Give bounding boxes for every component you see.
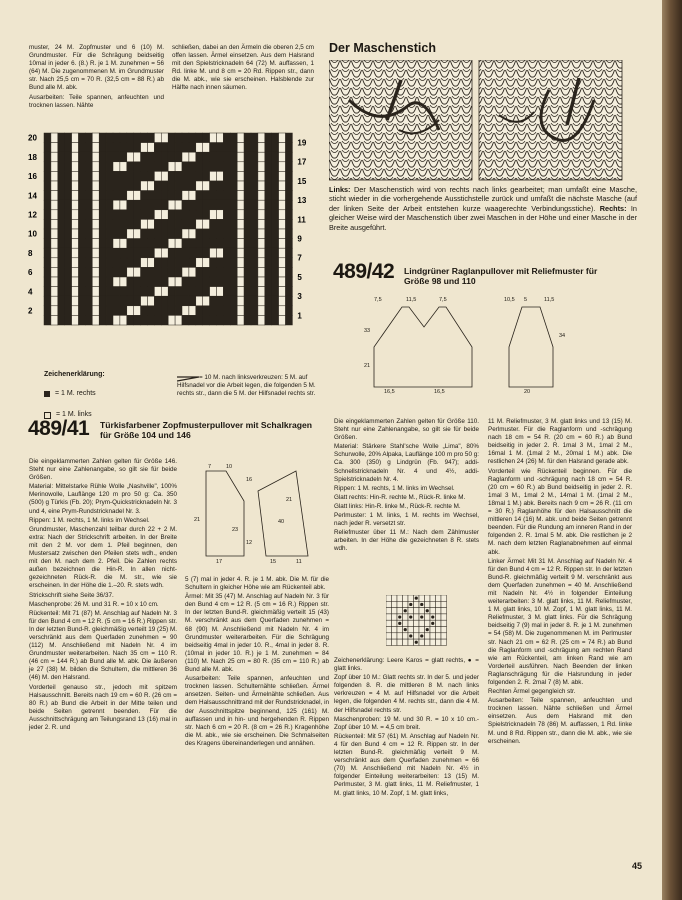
row-number-left: 6	[28, 268, 33, 278]
stitch-title: Der Maschenstich	[329, 41, 436, 55]
dim-label: 12	[246, 540, 253, 546]
paragraph: Die eingeklammerten Zahlen gelten für Größe 146. Steht nur eine Zahlenangabe, so gilt sie für beide Größen.	[29, 458, 177, 482]
row-number-left: 12	[28, 210, 37, 220]
stitch-illustration-svg	[329, 60, 637, 182]
paragraph: Strickschrift siehe Seite 36/37.	[29, 591, 114, 599]
dim-label: 16,5	[384, 389, 395, 394]
purl-dot	[409, 615, 412, 618]
paragraph: Vorderteil wie Rückenteil beginnen. Für die Raglanform und -schrägung nach 18 cm = 54 R. (20 cm = 60 R.) ab Bund beidseitig in jeder 2. R. 1mal 3 M., 1mal 2 M., 14mal 1 M. (1mal 2 M., 18mal 1 M.) abk. Bereits nach 9 cm = 26 R. (11 cm = 30 R.) Raglanhöhe für den Halsausschnitt die mittleren 14 (16) M. abk. und beide Seiten getrennt beenden. Für die Rundung am inneren Rand in der folgenden 2. R. 1mal 5 M. abk. Die restlichen je 2 M. nach dem letzten Raglanabnehmen auf einmal abk.	[488, 467, 632, 556]
dim-label: 11,5	[406, 297, 417, 303]
row-number-right: 13	[297, 196, 307, 206]
paragraph: Ausarbeiten: Teile spannen, anfeuchten und trocknen lassen. Nähte	[29, 93, 164, 109]
row-number-left: 20	[28, 133, 37, 143]
purl-dot	[409, 634, 412, 637]
dim-label: 20	[524, 389, 531, 394]
pattern-42-title: Lindgrüner Raglanpullover mit Reliefmuster für Größe 98 und 110	[404, 266, 598, 286]
purl-dot	[420, 615, 423, 618]
stitch-illustrations	[329, 60, 637, 182]
legend-label: = 1 M. rechts	[55, 390, 96, 398]
dim-label: 21	[364, 363, 371, 369]
pattern-number: 489/42	[333, 260, 395, 283]
paragraph: Zopf über 10 M.: Glatt rechts str. In der 5. und jeder folgenden 8. R. die mittleren 8 M. nach links verkreuzen = 4 M. auf Hilfsnadel vor die Arbeit legen, die folgenden 4 M. rechts str., dann die 4 M. der Hilfsnadel rechts str.	[334, 674, 479, 714]
page-number: 45	[631, 860, 642, 871]
paragraph: Rückenteil: Mit 57 (61) M. Anschlag auf Nadeln Nr. 4 für den Bund 4 cm = 12 R. Rippen str. In der letzten Bund-R. gleichmäßig verteilt 9 M. verschränkt aus dem Querfaden zunehmen = 66 (70) M. Anschließend mit Nadeln Nr. 4½ in folgender Einteilung weiterarbeiten: 13 (15) M. Perlmuster, 3 M. glatt links, 11 M. Reliefmuster, 1 M. glatt links, 10 M. Zopf, 1 M. glatt links,	[334, 732, 479, 797]
paragraph: 5 (7) mal in jeder 4. R. je 1 M. abk. Die M. für die Schultern in gleicher Höhe wie am Rückenteil abk.	[185, 576, 329, 592]
cable-legend-text: = 10 M. nach linksverkreuzen: 5 M. auf Hilfsnadel vor die Arbeit legen, die folgenden 5 M. rechts str., dann die 5 M. der Hilfsnadel rechts str.	[177, 374, 316, 397]
dim-label: 7	[208, 464, 212, 470]
caption-text: In gleicher Weise wird der Maschenstich über zwei Maschen in der Höhe und einer Masche in der Breite ausgeführt.	[329, 203, 637, 232]
row-number-right: 15	[297, 176, 307, 186]
purl-dot	[420, 603, 423, 606]
paragraph: muster, 24 M. Zopfmuster und 6 (10) M. Grundmuster. Für die Schrägung beidseitig 10mal in jeder 6. (8.) R. je 1 M. zunehmen = 56 (64) M. Die zugenommenen M. im Grundmuster str. Nach 25,5 cm = 70 R. (32,5 cm = 88 R.) ab Bund alle M. abk.	[29, 44, 164, 92]
relief-chart-svg	[386, 595, 448, 647]
purl-dot	[398, 615, 401, 618]
knitting-chart	[26, 127, 316, 337]
row-number-right: 17	[297, 157, 307, 167]
purl-dot	[409, 603, 412, 606]
col4-text	[488, 418, 632, 747]
dim-label: 10	[226, 464, 233, 470]
dim-label: 11	[296, 559, 302, 564]
pattern-41-schematic	[186, 461, 326, 564]
pattern-42-schematic	[344, 292, 594, 394]
cable-legend	[177, 374, 325, 398]
pattern-41-header	[28, 417, 90, 440]
paragraph: Material: Mittelstarke Rühle Wolle „Nashville", 100% Merinowolle, Lauflänge 120 m pro 50 g: Ca. 350 (500) g Türkis (Fb. 20); Prym-Quickstricknadeln Nr. 3 und 4, eine Prym-Rundstricknadel Nr. 3.	[29, 483, 177, 515]
pattern-42-header	[333, 260, 395, 283]
paragraph: Ausarbeiten: Teile spannen, anfeuchten und trocknen lassen. Nähte schließen und Ärmel einsetzen. Aus dem Halsrand mit den Spielstricknadeln 78 (86) M. auffassen, 1 Rd. linke M. und 8 Rd. Rippen str., dann die M. abk., wie sie erscheinen.	[488, 697, 632, 745]
dim-label: 16	[246, 477, 253, 483]
purl-dot	[415, 641, 418, 644]
dim-label: 34	[559, 333, 566, 339]
row-number-left: 2	[28, 306, 33, 316]
purl-dot	[420, 634, 423, 637]
row-number-left: 10	[28, 229, 37, 239]
paragraph: Maschenproben: 19 M. und 30 R. = 10 x 10 cm.- Zopf über 10 M. = 4,5 cm breit.	[334, 715, 479, 731]
book-edge	[662, 0, 682, 900]
paragraph: Grundmuster, Maschenzahl teilbar durch 22 + 2 M. extra: Nach der Strickschrift arbeiten. In der Breite mit den 2 M. vor dem 1. Pfeil beginnen, den Mustersatz zwischen den Pfeilen stets wdh., enden mit den M. nach dem 2. Pfeil. Die Zahlen rechts außen bezeichnen die Hin-R. In allen nicht-gezeichneten Rück-R. die M. str., wie sie erscheinen. In der Höhe die 1.–20. R. stets wdh.	[29, 525, 177, 590]
row-number-left: 4	[28, 287, 33, 297]
dim-label: 7,5	[374, 297, 382, 303]
relief-chart	[386, 595, 448, 647]
caption-label: Links:	[329, 185, 351, 194]
paragraph: Rippen: 1 M. rechts, 1 M. links im Wechsel.	[334, 484, 455, 492]
dim-label: 33	[364, 328, 371, 334]
row-number-left: 18	[28, 152, 37, 162]
paragraph: Reliefmuster über 11 M.: Nach dem Zählmuster arbeiten. In der Höhe die gezeichneten 8 R. stets wdh.	[334, 529, 479, 553]
legend-title: Zeichenerklärung:	[44, 371, 105, 378]
paragraph: Glatt rechts: Hin-R. rechte M., Rück-R. linke M.	[334, 493, 466, 501]
dim-label: 23	[232, 527, 239, 533]
row-number-right: 3	[297, 292, 302, 302]
paragraph: Ärmel: Mit 35 (47) M. Anschlag auf Nadeln Nr. 3 für den Bund 4 cm = 12 R. (5 cm = 16 R.) Rippen str. In der letzten Bund-R. gleichmäßig verteilt 15 (43) M. verschränkt aus dem Querfaden zunehmen = 68 (90) M. Anschließend mit Nadeln Nr. 4 im Grundmuster weiterarbeiten. Für die Schrägung beidseitig 4mal in jeder 10. R., 4mal in jeder 8. R. (10mal in jeder 10. R.) je 1 M. zunehmen = 84 (110) M. Nach 25 cm = 80 R. (35 cm = 110 R.) ab Bund alle M. abk.	[185, 593, 329, 674]
stitch-caption	[329, 185, 637, 232]
paragraph: Glatt links: Hin-R. linke M., Rück-R. rechte M.	[334, 502, 461, 510]
schematic-svg	[186, 461, 326, 564]
col1-top-text	[29, 44, 164, 111]
purl-dot	[415, 597, 418, 600]
pattern-41-title: Türkisfarbener Zopfmusterpullover mit Schalkragen für Größe 104 und 146	[100, 420, 313, 440]
paragraph: Rechten Ärmel gegengleich str.	[488, 688, 576, 696]
paragraph: Perlmuster: 1 M. links, 1 M. rechts im Wechsel, nach jeder R. versetzt str.	[334, 512, 479, 528]
dim-label: 21	[194, 517, 201, 523]
dim-label: 5	[524, 297, 528, 303]
purl-dot	[426, 628, 429, 631]
dim-label: 10,5	[504, 297, 515, 303]
dim-label: 21	[286, 497, 293, 503]
legend-block	[44, 371, 174, 419]
row-number-right: 5	[297, 272, 302, 282]
dim-label: 16,5	[434, 389, 445, 394]
row-number-right: 19	[297, 138, 307, 148]
row-number-left: 8	[28, 248, 33, 258]
purl-dot	[398, 622, 401, 625]
dim-label: 40	[278, 519, 285, 525]
dim-label: 11,5	[544, 297, 555, 303]
col2-top-text	[172, 44, 314, 94]
row-number-right: 11	[297, 215, 306, 225]
dim-label: 7,5	[439, 297, 447, 303]
col3-after-text	[334, 657, 479, 799]
paragraph: Maschenprobe: 26 M. und 31 R. = 10 x 10 cm.	[29, 600, 159, 608]
col3-bottom-text	[334, 418, 479, 555]
knit-symbol-icon	[44, 391, 50, 397]
col1-bottom-text	[29, 458, 177, 733]
paragraph: Ausarbeiten: Teile spannen, anfeuchten und trocknen lassen. Schulternähte schließen. Ärmel ansetzen. Seiten- und Ärmelnähte schließen. Aus dem Halsausschnittrand mit der Rundstricknadel, in der Ausschnittspitze beginnend, 125 (161) M. auffassen und in hin- und hergehenden R. Rippen str. Nach 6 cm = 20 R. (8 cm = 26 R.) Kragenhöhe die M. abk., wie sie erscheinen. Die Schmalseiten des Kragens übereinanderlegen und annähen.	[185, 675, 329, 747]
purl-dot	[431, 615, 434, 618]
row-number-right: 9	[297, 234, 302, 244]
pattern-number: 489/41	[28, 417, 90, 440]
legend-item	[44, 390, 174, 398]
legend3: Zeichenerklärung: Leere Karos = glatt rechts, ● = glatt links.	[334, 657, 479, 673]
caption-text: Der Maschenstich wird von rechts nach links gearbeitet; man umfaßt eine Masche, sticht wieder in die vorhergehende Ausstichstelle zurück und umfaßt die nächste Masche (auf der linken Seite der Arbeit entstehen kurze waagerechte Verbindungsstiche).	[329, 185, 637, 213]
paragraph: Vorderteil genauso str., jedoch mit spitzem Halsausschnitt. Bereits nach 19 cm = 60 R. (26 cm = 80 R.) ab Bund die Arbeit in der Mitte teilen und beide Seiten getrennt beenden. Für die Ausschnittschrägung am Teilungsrand 13 (16) mal in jeder 2. R. und	[29, 683, 177, 731]
row-number-right: 1	[297, 311, 302, 321]
schematic-svg	[344, 292, 594, 394]
purl-dot	[426, 609, 429, 612]
row-number-left: 16	[28, 172, 37, 182]
paragraph: Die eingeklammerten Zahlen gelten für Größe 110. Steht nur eine Zahlenangabe, so gilt sie für beide Größen.	[334, 418, 479, 442]
legend-label: = 1 M. links	[56, 411, 92, 419]
paragraph: Rückenteil: Mit 71 (87) M. Anschlag auf Nadeln Nr. 3 für den Bund 4 cm = 12 R. (5 cm = 16 R.) Rippen str. In der letzten Bund-R. gleichmäßig verteilt 19 (25) M. verschränkt aus dem Querfaden zunehmen = 90 (112) M. Anschließend mit Nadeln Nr. 4 im Grundmuster weiterarbeiten. Nach 35 cm = 110 R. (46 cm = 144 R.) ab Bund alle M. abk. Die äußeren je 27 (38) M. bilden die Schultern, die mittleren 36 (46) M. den Halsrand.	[29, 609, 177, 682]
dim-label: 15	[270, 559, 277, 564]
row-number-left: 14	[28, 191, 37, 201]
purl-dot	[404, 628, 407, 631]
purl-dot	[404, 609, 407, 612]
dim-label: 17	[216, 559, 223, 564]
paragraph: Material: Stärkere Stahl'sche Wolle „Lima", 80% Schurwolle, 20% Alpaka, Lauflänge 100 m pro 50 g: Ca. 300 (350) g Lindgrün (Fb. 947); addi-Schnellstricknadeln Nr. 4 und 4½, addi-Spielstricknadeln Nr. 4.	[334, 443, 479, 483]
paragraph: Rippen: 1 M. rechts, 1 M. links im Wechsel.	[29, 516, 150, 524]
paragraph: Linker Ärmel: Mit 31 M. Anschlag auf Nadeln Nr. 4 für den Bund 4 cm = 12 R. Rippen str. In der letzten Bund-R. gleichmäßig verteilt 9 M. verschränkt aus dem Querfaden zunehmen = 40 M. Anschließend mit Nadeln Nr. 4½ in folgender Einteilung weiterarbeiten: 3 M. glatt links, 11 M. Reliefmuster, 1 M. glatt links, 10 M. Zopf, 1 M. glatt links, 11 M. Reliefmuster, 3 M. glatt links. Für die Schrägung beidseitig 7 (9) mal in jeder 8. R. je 1 M. zunehmen = 54 (58) M. Die zugenommenen M. im Perlmuster str. Nach 21 cm = 62 R. (25 cm = 74 R.) ab Bund die Raglanform und -schrägung am rechten Rand wie am Rückenteil, am linken Rand wie am Vorderteil ausführen. Nach Beenden der linken Raglanschrägung für die Halsrundung in jeder folgenden 2. R. 2mal 7 (8) M. abk.	[488, 557, 632, 686]
caption-label: Rechts:	[599, 203, 627, 213]
paragraph: schließen, dabei an den Ärmeln die oberen 2,5 cm offen lassen. Ärmel einsetzen. Aus dem Halsrand mit den Spielstricknadeln 64 (72) M. auffassen, 1 Rd. linke M. und 8 cm = 20 Rd. Rippen str., dann die M. abk., wie sie erscheinen. Halsblende zur Hälfte nach innen säumen.	[172, 44, 314, 92]
col2-bottom-text	[185, 576, 329, 749]
row-number-right: 7	[297, 253, 302, 263]
cable-symbol-icon	[177, 376, 199, 382]
purl-dot	[431, 622, 434, 625]
paragraph: 11 M. Reliefmuster, 3 M. glatt links und 13 (15) M. Perlmuster. Für die Raglanform und -schrägung nach 18 cm = 54 R. (20 cm = 60 R.) ab Bund beidseitig in jeder 2. R. 1mal 3 M., 1mal 2 M., 16mal 1 M. (1mal 2 M., 20mal 1 M.) abk. Die restlichen 24 (26) M. für den Halsrand gerade abk.	[488, 418, 632, 466]
chart-grid	[26, 127, 316, 337]
